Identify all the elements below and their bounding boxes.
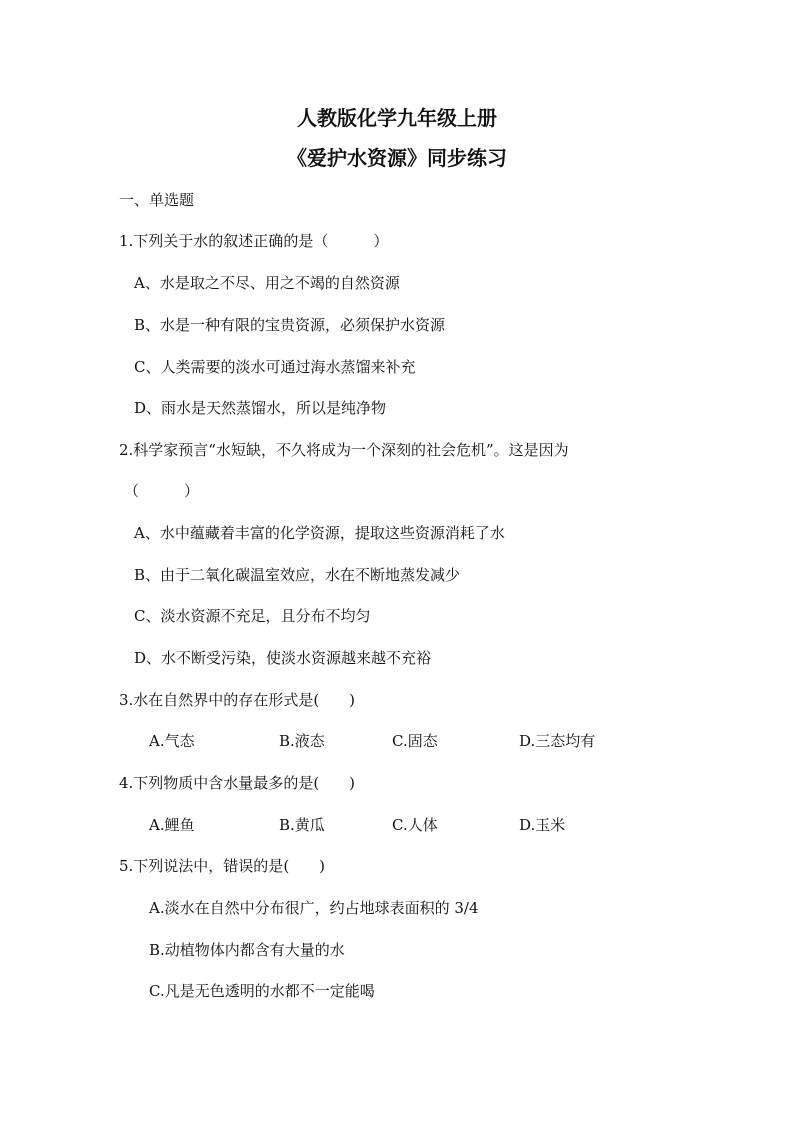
- question-3-option-c: C.固态: [392, 732, 438, 750]
- question-3-options: [149, 731, 709, 751]
- question-2-option-c: C、淡水资源不充足，且分布不均匀: [134, 607, 371, 625]
- question-4-stem: 4.下列物质中含水量最多的是( ): [119, 774, 356, 792]
- section-heading: 一、单选题: [119, 191, 195, 209]
- question-2-stem: 2.科学家预言“水短缺，不久将成为一个深刻的社会危机”。这是因为: [119, 441, 569, 459]
- question-1-stem: 1.下列关于水的叙述正确的是（ ）: [119, 232, 389, 250]
- question-3-option-d: D.三态均有: [519, 732, 596, 750]
- document-title: 人教版化学九年级上册: [297, 106, 497, 130]
- question-4-option-b: B.黄瓜: [279, 816, 325, 834]
- question-5-option-a: A.淡水在自然中分布很广，约占地球表面积的 3/4: [149, 899, 479, 917]
- question-5-option-c: C.凡是无色透明的水都不一定能喝: [149, 982, 375, 1000]
- question-2-stem-continued: （ ）: [124, 482, 200, 500]
- question-2-option-a: A、水中蕴藏着丰富的化学资源，提取这些资源消耗了水: [134, 524, 505, 542]
- question-5-option-b: B.动植物体内都含有大量的水: [149, 941, 345, 959]
- question-2-option-b: B、由于二氧化碳温室效应，水在不断地蒸发减少: [134, 566, 461, 584]
- document-subtitle: 《爱护水资源》同步练习: [287, 146, 507, 170]
- question-1-option-d: D、雨水是天然蒸馏水，所以是纯净物: [134, 399, 387, 417]
- question-3-option-b: B.液态: [279, 732, 325, 750]
- question-5-stem: 5.下列说法中，错误的是( ): [119, 857, 326, 875]
- question-4-options: [149, 815, 709, 835]
- question-4-option-c: C.人体: [392, 816, 438, 834]
- question-4-option-d: D.玉米: [519, 816, 566, 834]
- question-3-stem: 3.水在自然界中的存在形式是( ): [119, 691, 356, 709]
- question-3-option-a: A.气态: [149, 732, 195, 750]
- question-1-option-b: B、水是一种有限的宝贵资源，必须保护水资源: [134, 316, 446, 334]
- question-2-option-d: D、水不断受污染，使淡水资源越来越不充裕: [134, 649, 432, 667]
- question-4-option-a: A.鲤鱼: [149, 816, 195, 834]
- question-1-option-a: A、水是取之不尽、用之不竭的自然资源: [134, 274, 400, 292]
- question-1-option-c: C、人类需要的淡水可通过海水蒸馏来补充: [134, 358, 416, 376]
